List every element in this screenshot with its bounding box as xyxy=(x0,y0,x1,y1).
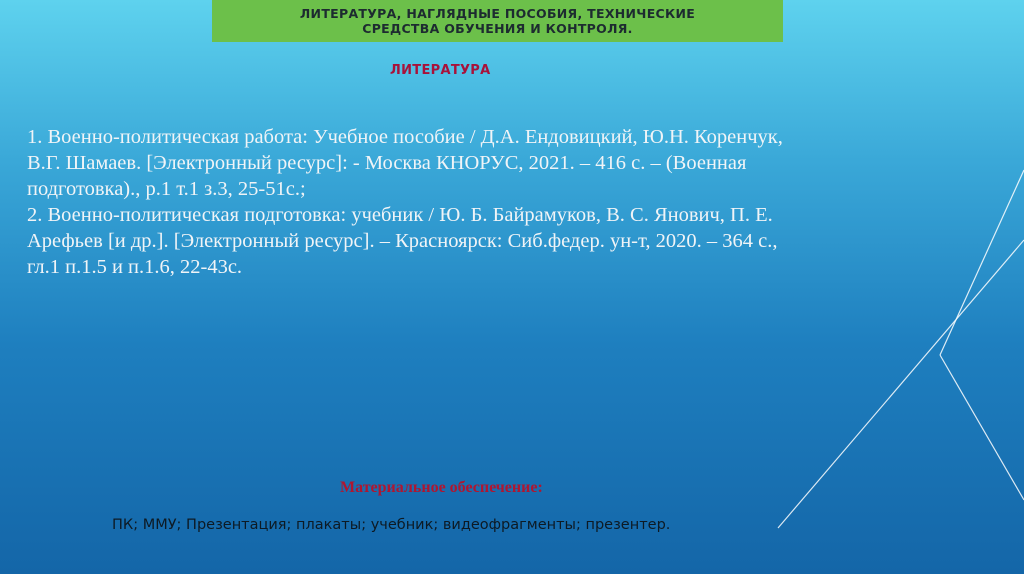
reference-2-line-2: Арефьев [и др.]. [Электронный ресурс]. – Красноярск: Сиб.федер. ун-т, 2020. – 364 с., xyxy=(27,230,778,252)
section-title: ЛИТЕРАТУРА xyxy=(390,63,491,78)
reference-item-2 xyxy=(27,202,987,280)
reference-1-line-3: подготовка)., р.1 т.1 з.3, 25-51с.; xyxy=(27,178,306,200)
decor-line-2 xyxy=(940,355,1024,500)
decor-line-3 xyxy=(778,240,1024,528)
header-title-line1: ЛИТЕРАТУРА, НАГЛЯДНЫЕ ПОСОБИЯ, ТЕХНИЧЕСКИЕ xyxy=(299,6,696,21)
material-support-list: ПК; ММУ; Презентация; плакаты; учебник; видеофрагменты; презентер. xyxy=(112,517,671,533)
header-title-line2: СРЕДСТВА ОБУЧЕНИЯ И КОНТРОЛЯ. xyxy=(362,21,633,36)
material-support-label: Материальное обеспечение: xyxy=(340,479,543,496)
references-list xyxy=(27,124,987,280)
reference-2-line-1: 2. Военно-политическая подготовка: учебник / Ю. Б. Байрамуков, В. С. Янович, П. Е. xyxy=(27,204,773,226)
reference-1-line-2: В.Г. Шамаев. [Электронный ресурс]: - Москва КНОРУС, 2021. – 416 с. – (Военная xyxy=(27,152,747,174)
reference-item-1 xyxy=(27,124,987,202)
header-banner xyxy=(212,0,783,42)
reference-1-line-1: 1. Военно-политическая работа: Учебное пособие / Д.А. Ендовицкий, Ю.Н. Коренчук, xyxy=(27,126,783,148)
reference-2-line-3: гл.1 п.1.5 и п.1.6, 22-43с. xyxy=(27,256,243,278)
